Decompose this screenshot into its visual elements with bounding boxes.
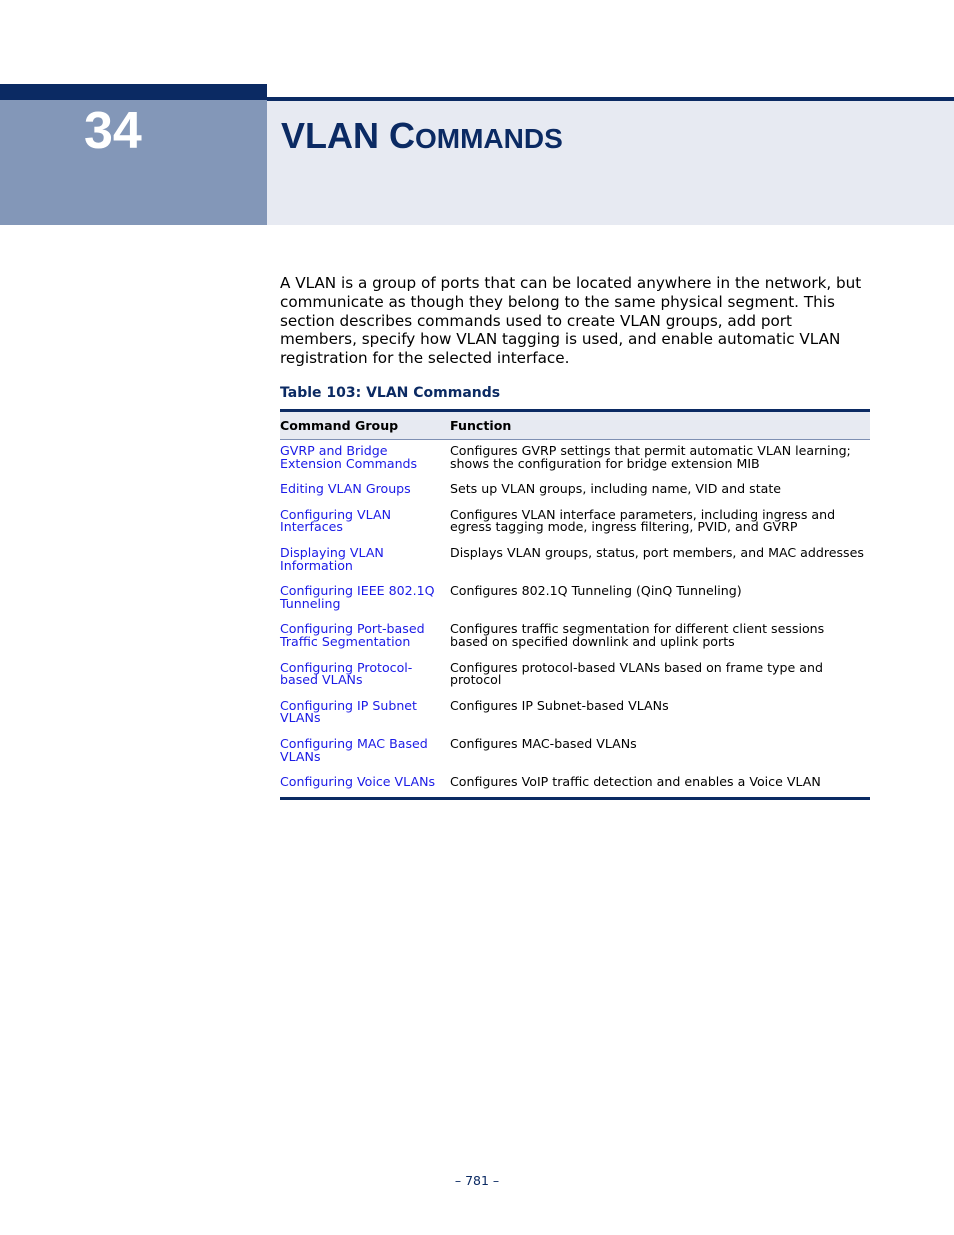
chapter-title-top-rule [267, 97, 954, 101]
command-group-link[interactable]: Configuring Port-based Traffic Segmentation [280, 621, 425, 649]
chapter-title [281, 114, 563, 161]
command-group-link[interactable]: Configuring Voice VLANs [280, 771, 450, 798]
command-group-link[interactable]: Configuring Protocol-based VLANs [280, 659, 413, 688]
command-group-link[interactable]: GVRP and Bridge Extension Commands [280, 443, 418, 471]
chapter-title-main: VLAN C [281, 115, 415, 156]
table-row [280, 440, 870, 479]
function-cell: Configures traffic segmentation for different client sessions based on specified downlink and uplink ports [450, 621, 825, 649]
function-cell: Configures MAC-based VLANs [450, 735, 637, 751]
column-header-function: Function [450, 411, 870, 440]
function-cell: Configures VoIP traffic detection and enables a Voice VLAN [450, 771, 870, 798]
page-number: – 781 – [454, 1173, 500, 1188]
chapter-number-top-bar [0, 84, 267, 100]
table-row [280, 580, 870, 618]
table-header-row [280, 411, 870, 440]
command-group-link[interactable]: Configuring IEEE 802.1Q Tunneling [280, 583, 435, 611]
function-cell: Configures 802.1Q Tunneling (QinQ Tunneling) [450, 583, 742, 599]
column-header-command-group: Command Group [280, 411, 450, 440]
command-group-link[interactable]: Displaying VLAN Information [280, 544, 384, 573]
table-row [280, 695, 870, 733]
command-group-link[interactable]: Configuring IP Subnet VLANs [280, 697, 417, 726]
function-cell: Configures GVRP settings that permit automatic VLAN learning; shows the configuration for bridge extension MIB [450, 443, 851, 471]
function-cell: Configures IP Subnet-based VLANs [450, 697, 669, 713]
function-cell: Sets up VLAN groups, including name, VID and state [450, 481, 782, 497]
chapter-title-smallcaps: OMMANDS [415, 123, 563, 154]
intro-paragraph: A VLAN is a group of ports that can be located anywhere in the network, but communicate as though they belong to the same physical segment. This section describes commands used to create VLAN groups, add port members, specify how VLAN tagging is used, and enable automatic VLAN registration for the selected interface. [280, 274, 862, 368]
function-cell: Configures VLAN interface parameters, including ingress and egress tagging mode, ingress filtering, PVID, and GVRP [450, 506, 836, 535]
command-group-link[interactable]: Configuring VLAN Interfaces [280, 506, 392, 535]
table-row [280, 733, 870, 771]
chapter-number: 34 [84, 102, 142, 160]
function-cell: Configures protocol-based VLANs based on frame type and protocol [450, 659, 823, 688]
table-row [280, 618, 870, 656]
table-row [280, 504, 870, 542]
vlan-commands-table [280, 409, 870, 800]
table-row [280, 478, 870, 504]
table-row [280, 657, 870, 695]
function-cell: Displays VLAN groups, status, port members, and MAC addresses [450, 544, 864, 560]
command-group-link[interactable]: Configuring MAC Based VLANs [280, 735, 428, 764]
table-row [280, 542, 870, 580]
table-row [280, 771, 870, 798]
command-group-link[interactable]: Editing VLAN Groups [280, 481, 411, 497]
table-caption: Table 103: VLAN Commands [280, 385, 501, 401]
